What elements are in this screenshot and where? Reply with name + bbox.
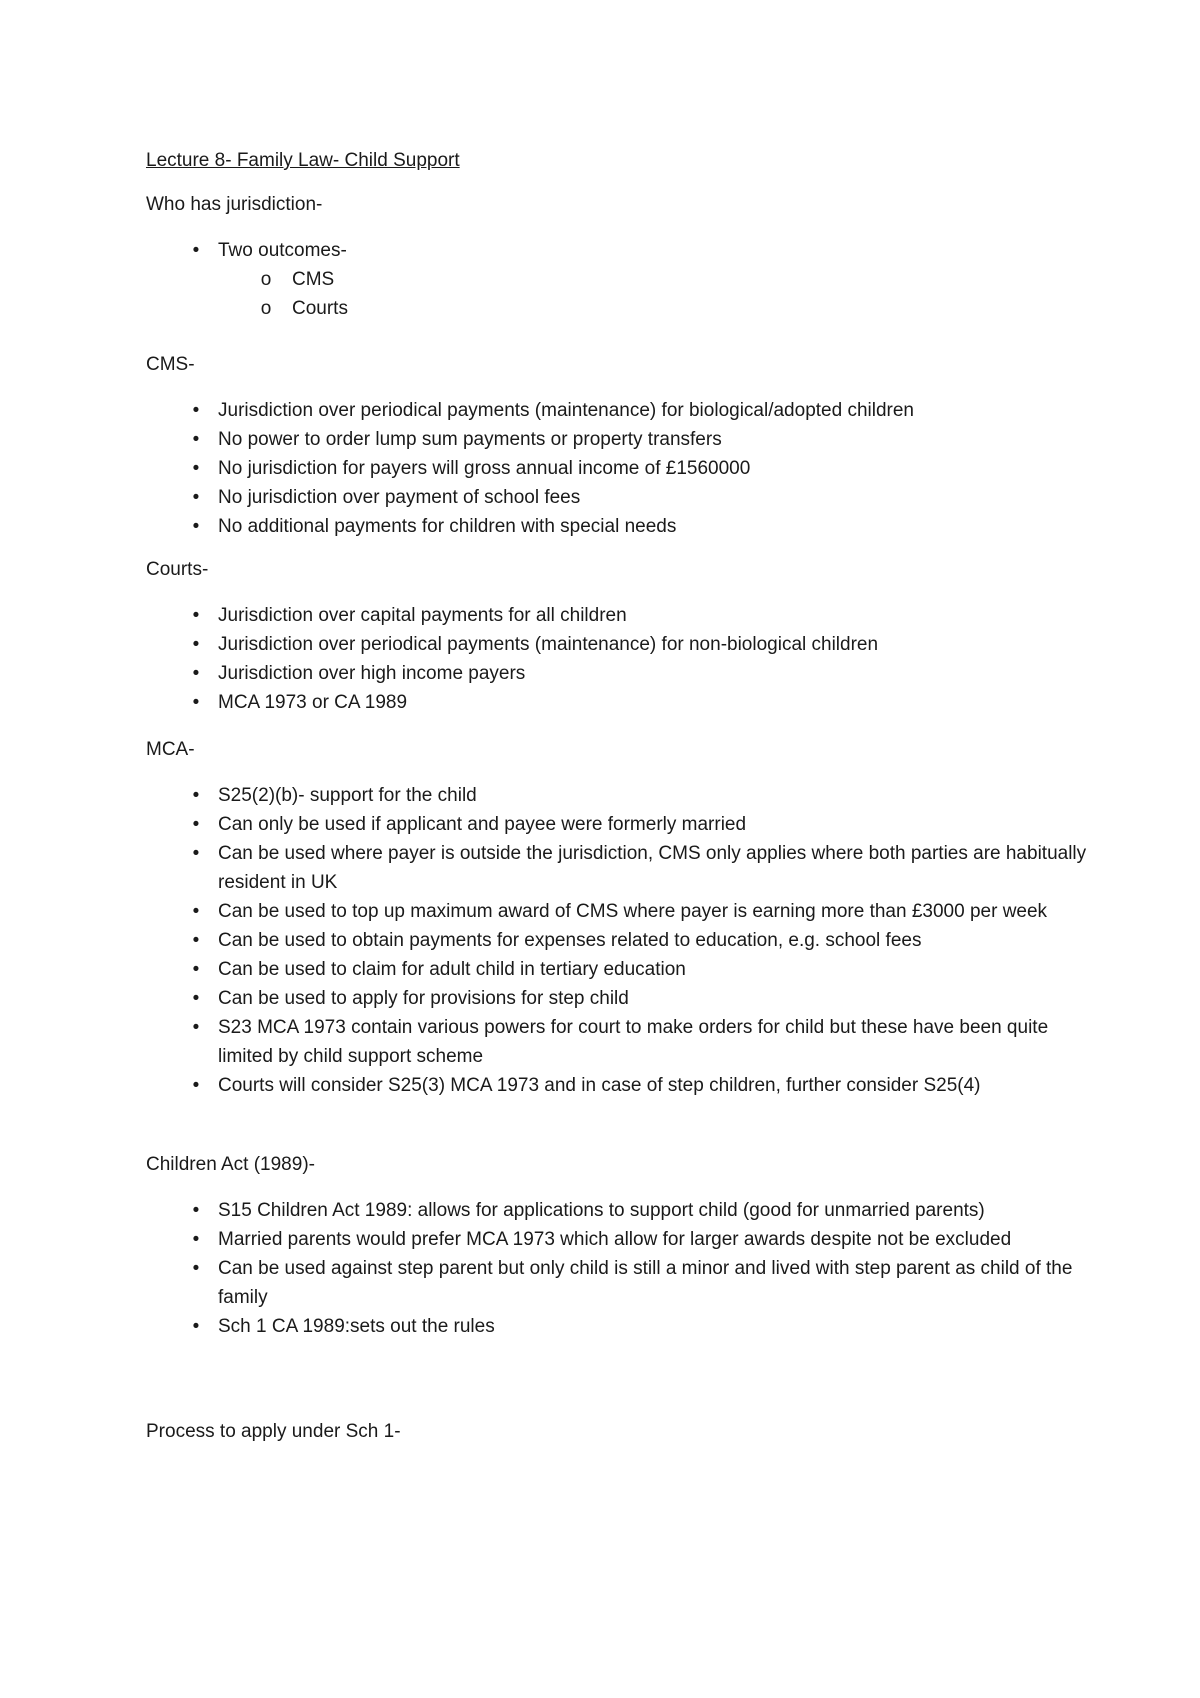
list-item-text: Jurisdiction over capital payments for all children bbox=[218, 605, 627, 626]
section-mca bbox=[146, 735, 1098, 1100]
section-heading: Courts- bbox=[146, 559, 209, 580]
list-item bbox=[146, 630, 1098, 659]
list-item-text: Sch 1 CA 1989:sets out the rules bbox=[218, 1316, 495, 1337]
bullet-icon: • bbox=[192, 930, 200, 951]
list-item bbox=[146, 601, 1098, 630]
bullet-icon: • bbox=[192, 429, 200, 450]
bullet-icon: • bbox=[192, 400, 200, 421]
bullet-icon: • bbox=[192, 458, 200, 479]
section-process bbox=[146, 1417, 401, 1446]
list-item-text: Jurisdiction over periodical payments (maintenance) for biological/adopted children bbox=[218, 400, 914, 421]
list-item-text: No jurisdiction for payers will gross annual income of £1560000 bbox=[218, 458, 751, 479]
list-item-text: MCA 1973 or CA 1989 bbox=[218, 692, 408, 713]
bullet-list bbox=[146, 236, 1098, 265]
list-item-text: Married parents would prefer MCA 1973 which allow for larger awards despite not be excluded bbox=[218, 1229, 1012, 1250]
list-item-text: Two outcomes- bbox=[218, 240, 347, 261]
list-item bbox=[146, 396, 1098, 425]
bullet-icon: • bbox=[192, 1075, 200, 1096]
bullet-icon: • bbox=[192, 1316, 200, 1337]
section-heading: Who has jurisdiction- bbox=[146, 194, 323, 215]
bullet-list bbox=[146, 1196, 1098, 1341]
list-item-text: S23 MCA 1973 contain various powers for court to make orders for child but these have been quite limited by child support scheme bbox=[218, 1017, 1049, 1067]
list-item bbox=[146, 1013, 1098, 1071]
document-title: Lecture 8- Family Law- Child Support bbox=[146, 150, 460, 171]
list-item-text: Can only be used if applicant and payee were formerly married bbox=[218, 814, 747, 835]
bullet-icon: • bbox=[192, 240, 200, 261]
bullet-icon: • bbox=[192, 516, 200, 537]
section-heading: Process to apply under Sch 1- bbox=[146, 1421, 401, 1442]
list-item bbox=[146, 425, 1098, 454]
sub-bullet-list bbox=[146, 265, 1098, 323]
bullet-list bbox=[146, 781, 1098, 1100]
section-who-has-jurisdiction bbox=[146, 190, 1098, 323]
list-item bbox=[146, 1071, 1098, 1100]
sub-list-item bbox=[146, 294, 1098, 323]
section-children-act bbox=[146, 1150, 1098, 1341]
list-item bbox=[146, 984, 1098, 1013]
sub-list-item bbox=[146, 265, 1098, 294]
bullet-icon: • bbox=[192, 1258, 200, 1279]
bullet-icon: • bbox=[192, 663, 200, 684]
list-item-text: Can be used where payer is outside the jurisdiction, CMS only applies where both parties are habitually resident in UK bbox=[218, 843, 1087, 893]
list-item-text: No jurisdiction over payment of school fees bbox=[218, 487, 581, 508]
circle-bullet-icon: o bbox=[260, 298, 272, 319]
list-item-text: No additional payments for children with special needs bbox=[218, 516, 677, 537]
bullet-icon: • bbox=[192, 988, 200, 1009]
list-item-text: Can be used to claim for adult child in tertiary education bbox=[218, 959, 686, 980]
list-item bbox=[146, 1225, 1098, 1254]
list-item-text: Jurisdiction over high income payers bbox=[218, 663, 526, 684]
list-item-text: Can be used against step parent but only child is still a minor and lived with step parent as child of the family bbox=[218, 1258, 1073, 1308]
list-item bbox=[146, 454, 1098, 483]
circle-bullet-icon: o bbox=[260, 269, 272, 290]
list-item bbox=[146, 483, 1098, 512]
bullet-icon: • bbox=[192, 692, 200, 713]
list-item-text: S25(2)(b)- support for the child bbox=[218, 785, 477, 806]
bullet-icon: • bbox=[192, 1200, 200, 1221]
list-item bbox=[146, 955, 1098, 984]
section-cms bbox=[146, 350, 1098, 541]
list-item bbox=[146, 839, 1098, 897]
list-item bbox=[146, 810, 1098, 839]
list-item bbox=[146, 236, 1098, 265]
list-item bbox=[146, 512, 1098, 541]
list-item-text: S15 Children Act 1989: allows for applications to support child (good for unmarried parents) bbox=[218, 1200, 985, 1221]
list-item-text: Can be used to obtain payments for expenses related to education, e.g. school fees bbox=[218, 930, 922, 951]
section-heading: Children Act (1989)- bbox=[146, 1154, 315, 1175]
bullet-icon: • bbox=[192, 1229, 200, 1250]
bullet-icon: • bbox=[192, 634, 200, 655]
section-heading: MCA- bbox=[146, 739, 195, 760]
list-item bbox=[146, 1254, 1098, 1312]
list-item bbox=[146, 781, 1098, 810]
bullet-list bbox=[146, 601, 1098, 717]
section-courts bbox=[146, 555, 1098, 717]
list-item bbox=[146, 1196, 1098, 1225]
list-item-text: Can be used to apply for provisions for step child bbox=[218, 988, 629, 1009]
list-item bbox=[146, 926, 1098, 955]
bullet-icon: • bbox=[192, 605, 200, 626]
bullet-icon: • bbox=[192, 843, 200, 864]
list-item-text: No power to order lump sum payments or property transfers bbox=[218, 429, 722, 450]
list-item bbox=[146, 659, 1098, 688]
list-item bbox=[146, 897, 1098, 926]
bullet-icon: • bbox=[192, 785, 200, 806]
bullet-icon: • bbox=[192, 814, 200, 835]
list-item-text: Courts will consider S25(3) MCA 1973 and in case of step children, further consider S25(4) bbox=[218, 1075, 981, 1096]
bullet-list bbox=[146, 396, 1098, 541]
section-heading: CMS- bbox=[146, 354, 195, 375]
list-item bbox=[146, 688, 1098, 717]
sub-list-item-text: CMS bbox=[292, 269, 335, 290]
sub-list-item-text: Courts bbox=[292, 298, 348, 319]
list-item bbox=[146, 1312, 1098, 1341]
bullet-icon: • bbox=[192, 1017, 200, 1038]
bullet-icon: • bbox=[192, 901, 200, 922]
list-item-text: Jurisdiction over periodical payments (maintenance) for non-biological children bbox=[218, 634, 879, 655]
bullet-icon: • bbox=[192, 959, 200, 980]
list-item-text: Can be used to top up maximum award of CMS where payer is earning more than £3000 per week bbox=[218, 901, 1048, 922]
bullet-icon: • bbox=[192, 487, 200, 508]
